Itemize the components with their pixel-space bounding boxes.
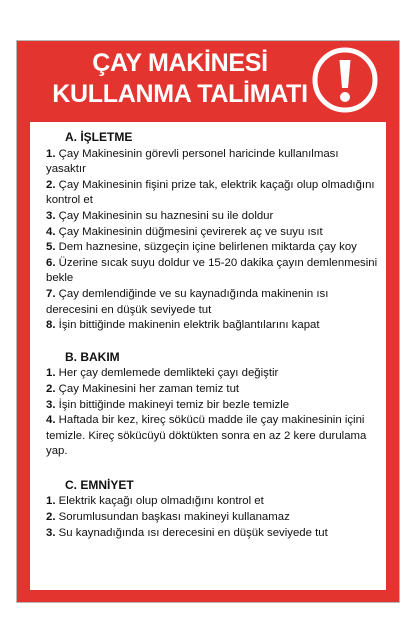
item-number: 1. (46, 147, 56, 160)
list-item (46, 413, 380, 460)
item-text: İşin bittiğinde makinenin elektrik bağlantılarını kapat (58, 319, 320, 332)
section-title: B. BAKIM (65, 349, 120, 364)
item-text: Çay Makinesini her zaman temiz tut (58, 382, 240, 395)
item-text: Çay Makinesinin düğmesini çevirerek aç ve suyu ısıt (58, 225, 323, 238)
item-number: 3. (46, 209, 56, 222)
list-item (46, 209, 380, 225)
section-title: C. EMNİYET (65, 477, 134, 492)
item-text: Elektrik kaçağı olup olmadığını kontrol et (58, 495, 264, 508)
item-text: Çay demlendiğinde ve su kaynadığında makinenin ısı derecesini en düşük seviyede tut (46, 287, 329, 316)
list-item (46, 494, 380, 510)
title-line-1: ÇAY MAKİNESİ (92, 49, 268, 77)
list-item (46, 147, 380, 178)
item-number: 3. (46, 526, 56, 539)
item-number: 2. (46, 178, 56, 191)
section-emniyet (46, 478, 380, 541)
list-item (46, 178, 380, 209)
instruction-sign (16, 40, 400, 603)
item-number: 2. (46, 382, 56, 395)
item-number: 1. (46, 367, 56, 380)
title-line-2: KULLANMA TALİMATI (52, 80, 308, 108)
section-title: A. İŞLETME (65, 130, 133, 144)
item-number: 3. (46, 398, 56, 411)
list-item (46, 366, 380, 382)
list-item (46, 256, 380, 287)
instructions-panel (30, 122, 386, 590)
item-number: 2. (46, 511, 56, 524)
item-text: Sorumlusundan başkası makineyi kullanamaz (58, 511, 290, 524)
item-text: Üzerine sıcak suyu doldur ve 15-20 dakika çayın demlenmesini bekle (46, 256, 378, 285)
list-item (46, 526, 380, 542)
item-number: 8. (46, 319, 56, 332)
list-item (46, 398, 380, 414)
item-text: Haftada bir kez, kireç sökücü madde ile çay makinesinin içini temizle. Kireç sökücüyü döktükten sonra en az 2 kere durulama yap. (46, 414, 367, 458)
section-bakim (46, 350, 380, 460)
list-item (46, 318, 380, 334)
item-text: Dem haznesine, süzgeçin içine belirlenen miktarda çay koy (58, 241, 357, 254)
item-number: 5. (46, 241, 56, 254)
list-item (46, 287, 380, 318)
list-item (46, 240, 380, 256)
item-text: Su kaynadığında ısı derecesini en düşük seviyede tut (58, 526, 328, 539)
instructions-content (46, 130, 380, 541)
sign-title (40, 48, 320, 110)
item-text: Her çay demlemede demlikteki çayı değiştir (58, 367, 279, 380)
item-number: 7. (46, 287, 56, 300)
item-text: Çay Makinesinin görevli personel haricinde kullanılması yasaktır (46, 147, 339, 176)
list-item (46, 225, 380, 241)
item-number: 4. (46, 414, 56, 427)
item-number: 4. (46, 225, 56, 238)
item-number: 6. (46, 256, 56, 269)
list-item (46, 510, 380, 526)
item-text: Çay Makinesinin su haznesini su ile doldur (58, 209, 274, 222)
list-item (46, 382, 380, 398)
item-number: 1. (46, 495, 56, 508)
item-text: İşin bittiğinde makineyi temiz bir bezle temizle (58, 398, 290, 411)
item-text: Çay Makinesinin fişini prize tak, elektrik kaçağı olup olmadığını kontrol et (46, 178, 375, 207)
section-isletme (46, 130, 380, 334)
exclamation-circle-icon (311, 46, 379, 114)
